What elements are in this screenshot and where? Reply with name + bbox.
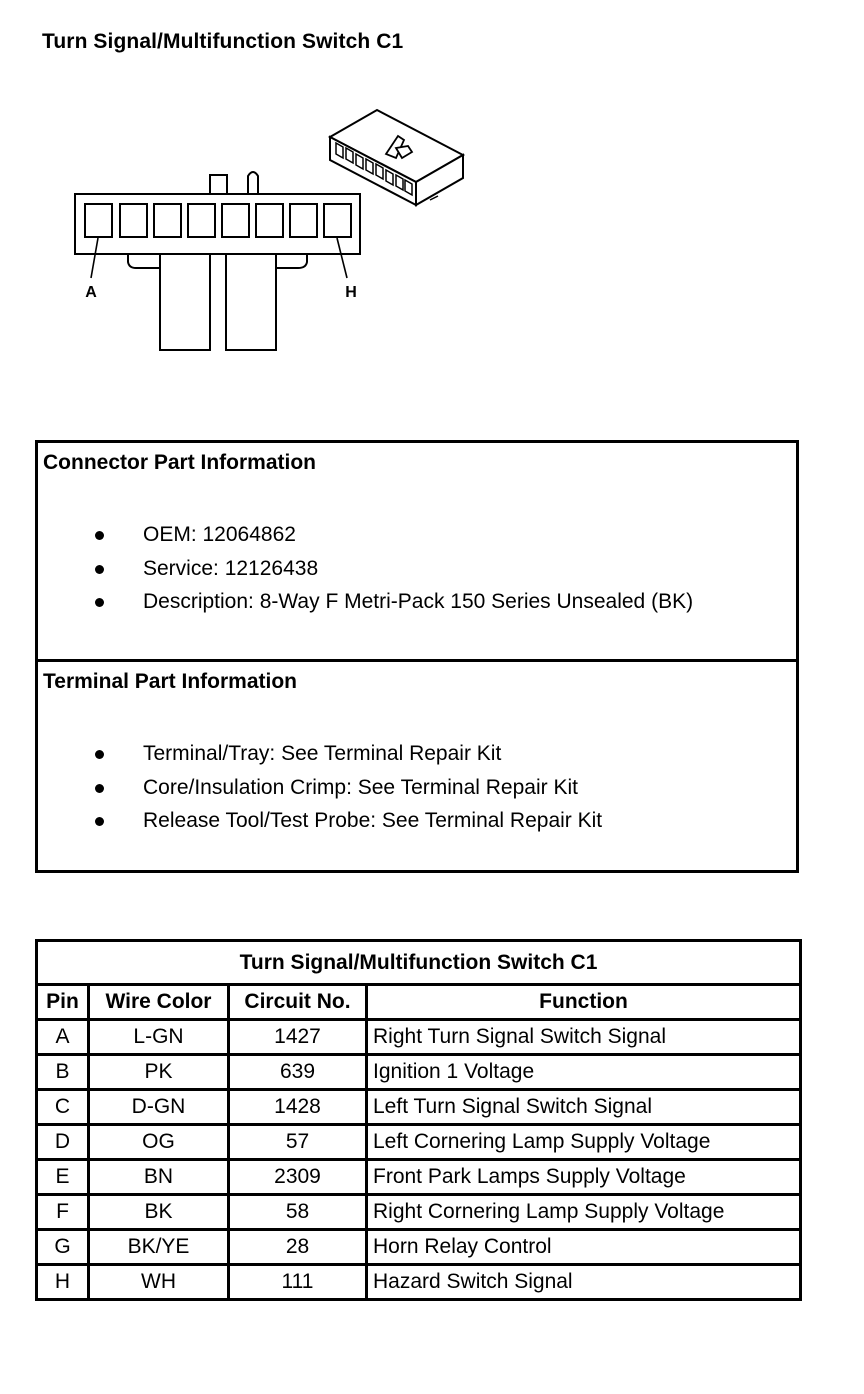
latch-arm (248, 172, 258, 195)
table-row (37, 1090, 801, 1125)
list-item: OEM: 12064862 (38, 518, 693, 552)
connector-info-list (38, 518, 693, 619)
table-row (37, 1265, 801, 1300)
pin-cell: B (37, 1055, 89, 1090)
pin-label-a: A (85, 284, 97, 301)
circuit-cell: 57 (229, 1125, 367, 1160)
function-cell: Left Cornering Lamp Supply Voltage (367, 1125, 801, 1160)
circuit-cell: 1428 (229, 1090, 367, 1125)
column-header-wire-color: Wire Color (89, 985, 229, 1020)
column-header-pin: Pin (37, 985, 89, 1020)
wire-color-cell: OG (89, 1125, 229, 1160)
bullet-icon (95, 565, 104, 574)
list-item: Core/Insulation Crimp: See Terminal Repair Kit (38, 771, 602, 805)
table-row (37, 1055, 801, 1090)
terminal-part-info (38, 662, 796, 873)
bullet-icon (95, 817, 104, 826)
wire-ribbon-right (226, 254, 276, 350)
terminal-info-list (38, 737, 602, 838)
pin-table-title: Turn Signal/Multifunction Switch C1 (37, 941, 801, 985)
pin-cell: G (37, 1230, 89, 1265)
circuit-cell: 28 (229, 1230, 367, 1265)
pin-cell: A (37, 1020, 89, 1055)
pin-cell: C (37, 1090, 89, 1125)
pin-table (35, 939, 802, 1301)
bullet-icon (95, 750, 104, 759)
connector-part-info (38, 443, 796, 662)
wire-color-cell: PK (89, 1055, 229, 1090)
table-row (37, 1125, 801, 1160)
function-cell: Right Turn Signal Switch Signal (367, 1020, 801, 1055)
wire-color-cell: BK/YE (89, 1230, 229, 1265)
table-row (37, 1020, 801, 1055)
wire-color-cell: WH (89, 1265, 229, 1300)
function-cell: Right Cornering Lamp Supply Voltage (367, 1195, 801, 1230)
list-item: Release Tool/Test Probe: See Terminal Repair Kit (38, 804, 602, 838)
wire-ribbon-left (160, 254, 210, 350)
function-cell: Ignition 1 Voltage (367, 1055, 801, 1090)
wire-color-cell: D-GN (89, 1090, 229, 1125)
column-header-circuit-no: Circuit No. (229, 985, 367, 1020)
bullet-icon (95, 598, 104, 607)
list-item: Description: 8-Way F Metri-Pack 150 Series Unsealed (BK) (38, 585, 693, 619)
wire-color-cell: BN (89, 1160, 229, 1195)
function-cell: Horn Relay Control (367, 1230, 801, 1265)
terminal-info-title: Terminal Part Information (43, 670, 297, 693)
function-cell: Hazard Switch Signal (367, 1265, 801, 1300)
circuit-cell: 1427 (229, 1020, 367, 1055)
pin-cell: D (37, 1125, 89, 1160)
wire-color-cell: L-GN (89, 1020, 229, 1055)
part-info-box (35, 440, 799, 873)
lock-tab (210, 175, 227, 195)
column-header-function: Function (367, 985, 801, 1020)
table-row (37, 1195, 801, 1230)
circuit-cell: 2309 (229, 1160, 367, 1195)
pin-cell: E (37, 1160, 89, 1195)
function-cell: Front Park Lamps Supply Voltage (367, 1160, 801, 1195)
table-row (37, 1230, 801, 1265)
wire-color-cell: BK (89, 1195, 229, 1230)
list-item: Service: 12126438 (38, 552, 693, 586)
table-row (37, 1160, 801, 1195)
function-cell: Left Turn Signal Switch Signal (367, 1090, 801, 1125)
bullet-icon (95, 531, 104, 540)
circuit-cell: 111 (229, 1265, 367, 1300)
list-item: Terminal/Tray: See Terminal Repair Kit (38, 737, 602, 771)
pin-label-h: H (345, 284, 357, 301)
circuit-cell: 639 (229, 1055, 367, 1090)
circuit-cell: 58 (229, 1195, 367, 1230)
connector-iso-view (330, 110, 463, 205)
page-title: Turn Signal/Multifunction Switch C1 (42, 30, 404, 53)
bullet-icon (95, 784, 104, 793)
pin-cell: H (37, 1265, 89, 1300)
connector-diagram (0, 0, 864, 420)
connector-info-title: Connector Part Information (43, 451, 317, 474)
pin-cell: F (37, 1195, 89, 1230)
